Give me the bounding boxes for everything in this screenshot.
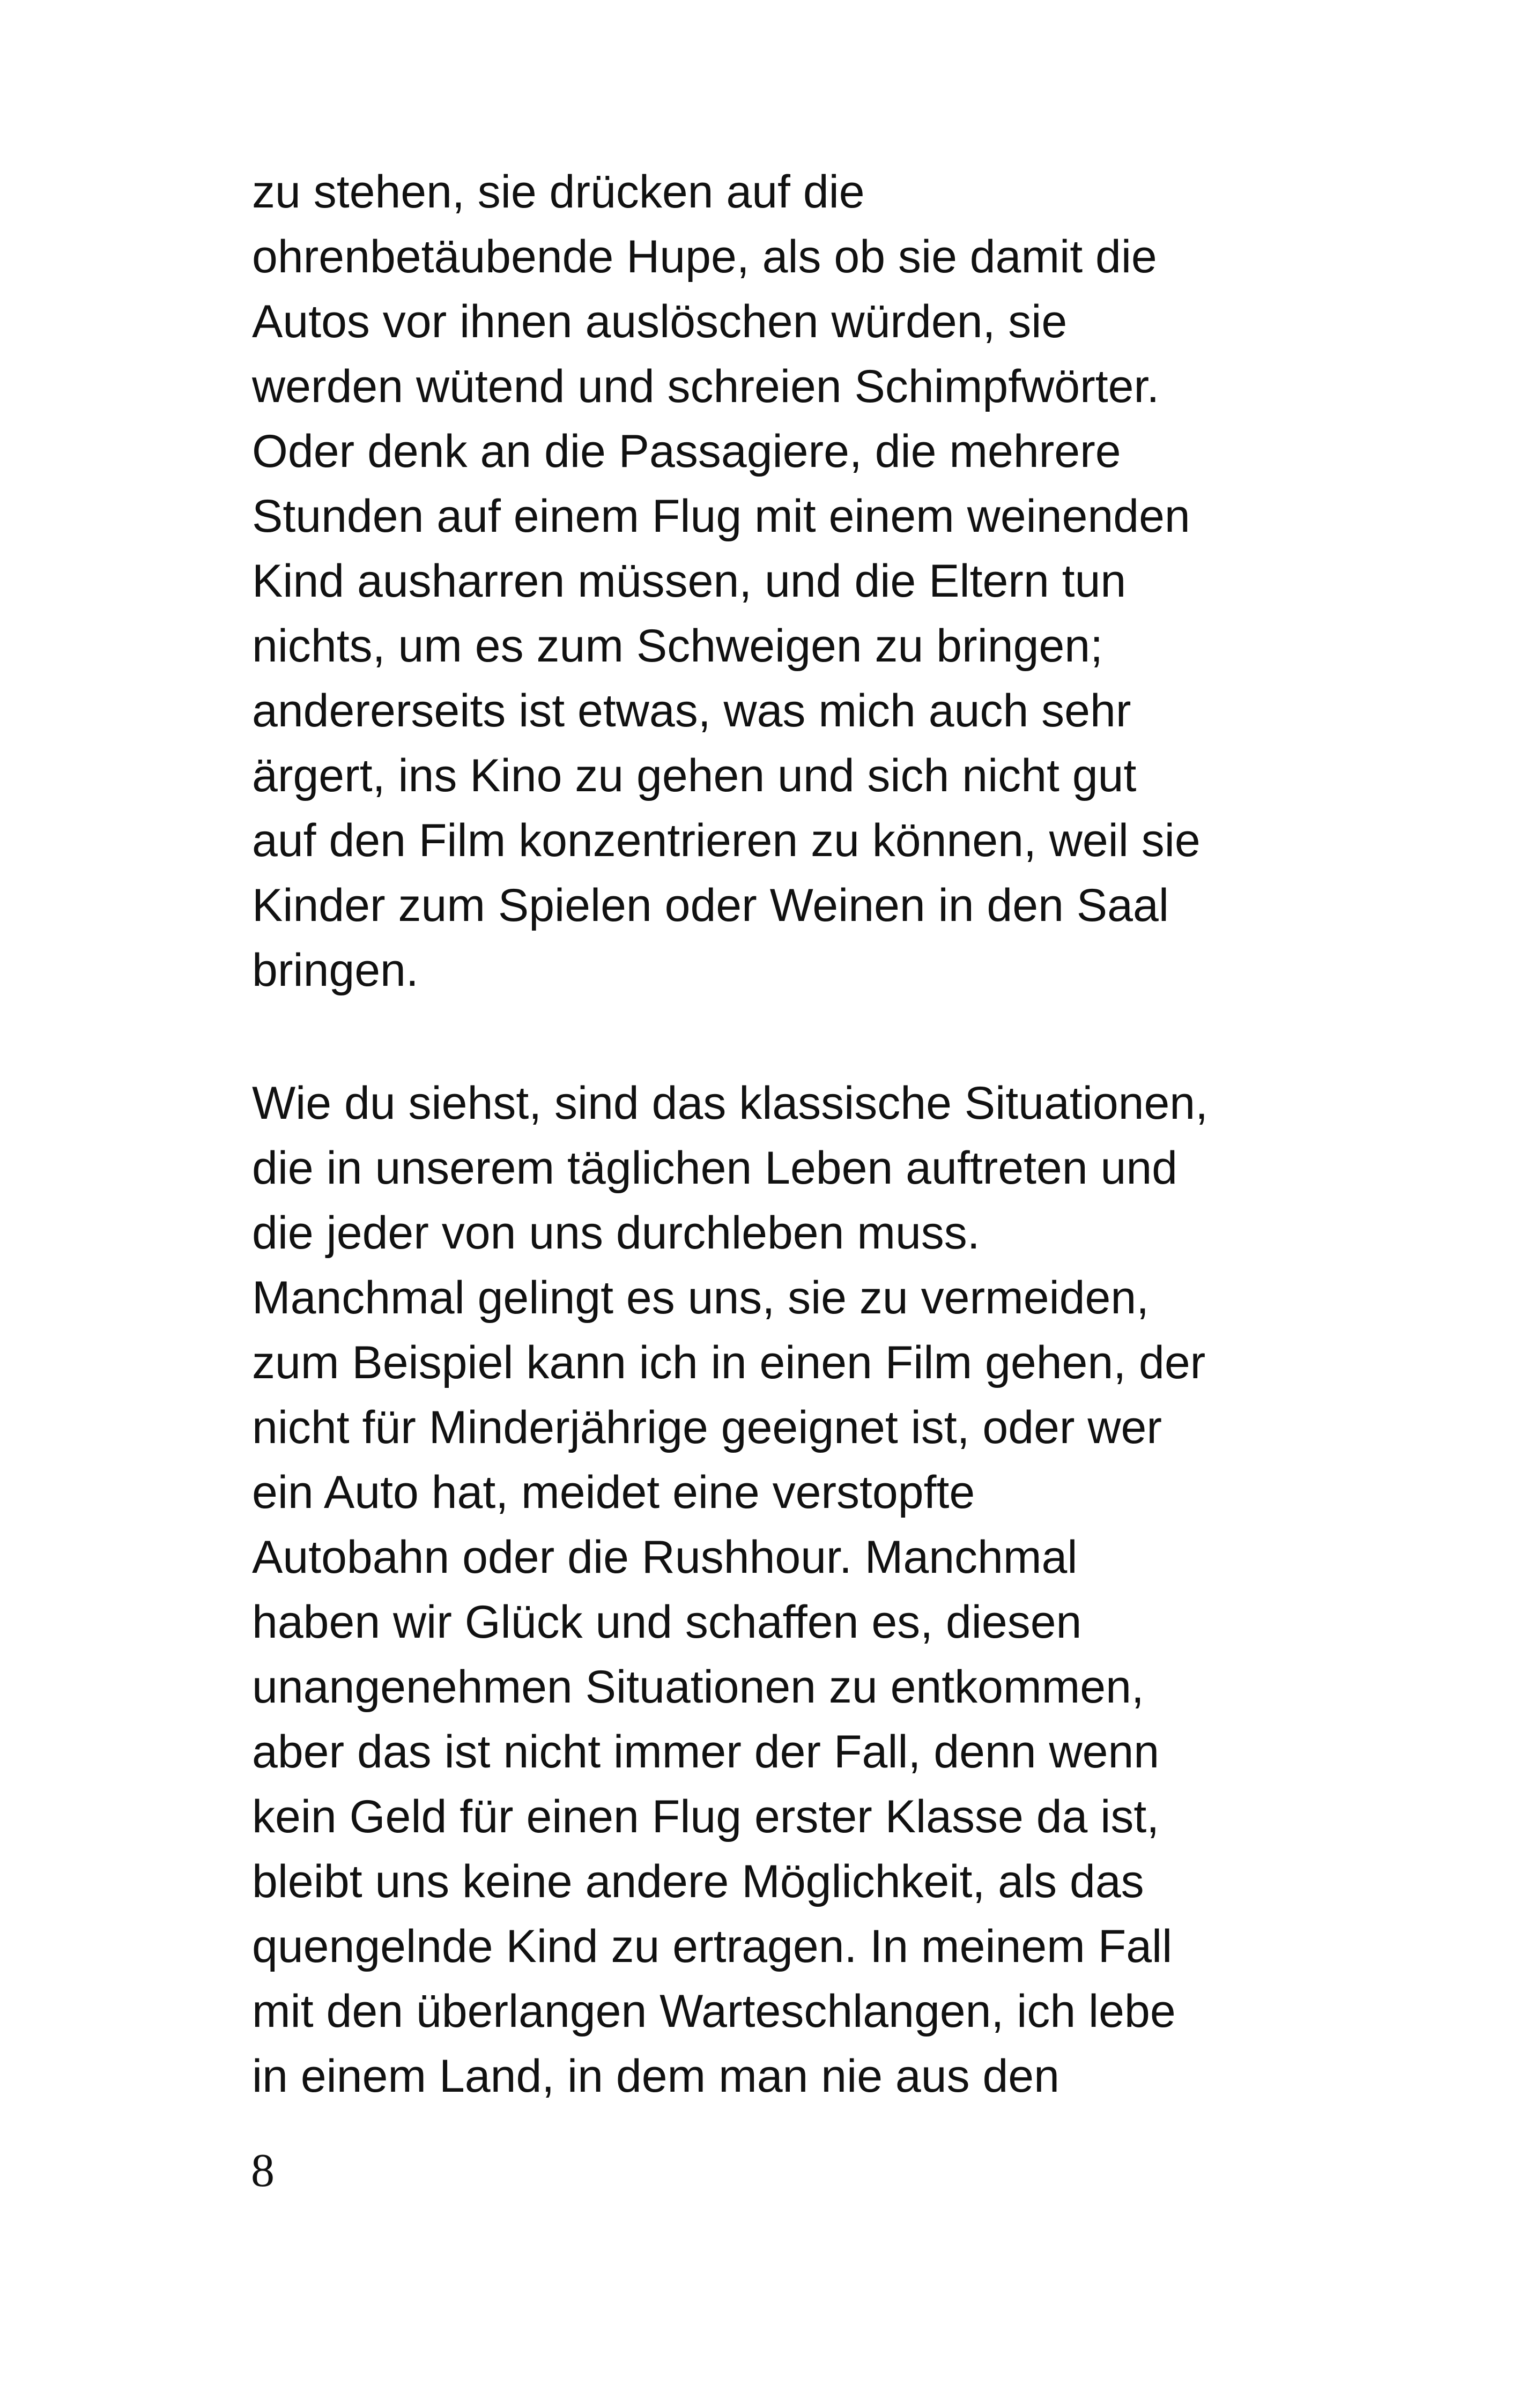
text-line: ein Auto hat, meidet eine verstopfte: [252, 1467, 975, 1518]
text-line: ärgert, ins Kino zu gehen und sich nicht gut: [252, 750, 1137, 801]
text-line: werden wütend und schreien Schimpfwörter.: [252, 361, 1160, 412]
text-line: zum Beispiel kann ich in einen Film gehen, der: [252, 1337, 1206, 1388]
text-line: kein Geld für einen Flug erster Klasse da ist,: [252, 1791, 1160, 1842]
paragraph-2: [252, 1071, 1303, 2109]
text-line: Kind ausharren müssen, und die Eltern tun: [252, 555, 1127, 607]
text-line: aber das ist nicht immer der Fall, denn wenn: [252, 1726, 1160, 1778]
text-line: die jeder von uns durchleben muss.: [252, 1207, 980, 1259]
text-line: unangenehmen Situationen zu entkommen,: [252, 1661, 1144, 1713]
text-line: in einem Land, in dem man nie aus den: [252, 2050, 1059, 2102]
text-line: ohrenbetäubende Hupe, als ob sie damit die: [252, 231, 1157, 283]
text-line: Wie du siehst, sind das klassische Situationen,: [252, 1077, 1209, 1129]
text-line: bringen.: [252, 945, 419, 996]
text-line: die in unserem täglichen Leben auftreten und: [252, 1142, 1178, 1194]
text-line: nicht für Minderjährige geeignet ist, oder wer: [252, 1402, 1162, 1453]
text-line: Kinder zum Spielen oder Weinen in den Saal: [252, 880, 1169, 931]
text-line: andererseits ist etwas, was mich auch sehr: [252, 685, 1131, 737]
text-line: Autos vor ihnen auslöschen würden, sie: [252, 296, 1068, 347]
text-line: auf den Film konzentrieren zu können, weil sie: [252, 815, 1201, 866]
text-line: Manchmal gelingt es uns, sie zu vermeiden,: [252, 1272, 1150, 1324]
text-line: bleibt uns keine andere Möglichkeit, als das: [252, 1856, 1144, 1907]
text-line: nichts, um es zum Schweigen zu bringen;: [252, 620, 1103, 672]
page-number: 8: [251, 2145, 275, 2197]
paragraph-1: [252, 160, 1303, 1003]
text-line: Stunden auf einem Flug mit einem weinenden: [252, 490, 1190, 542]
text-line: Oder denk an die Passagiere, die mehrere: [252, 426, 1121, 477]
text-line: quengelnde Kind zu ertragen. In meinem Fall: [252, 1921, 1173, 1972]
text-line: mit den überlangen Warteschlangen, ich lebe: [252, 1986, 1176, 2037]
text-line: haben wir Glück und schaffen es, diesen: [252, 1596, 1082, 1648]
text-line: zu stehen, sie drücken auf die: [252, 166, 865, 218]
text-line: Autobahn oder die Rushhour. Manchmal: [252, 1532, 1078, 1583]
